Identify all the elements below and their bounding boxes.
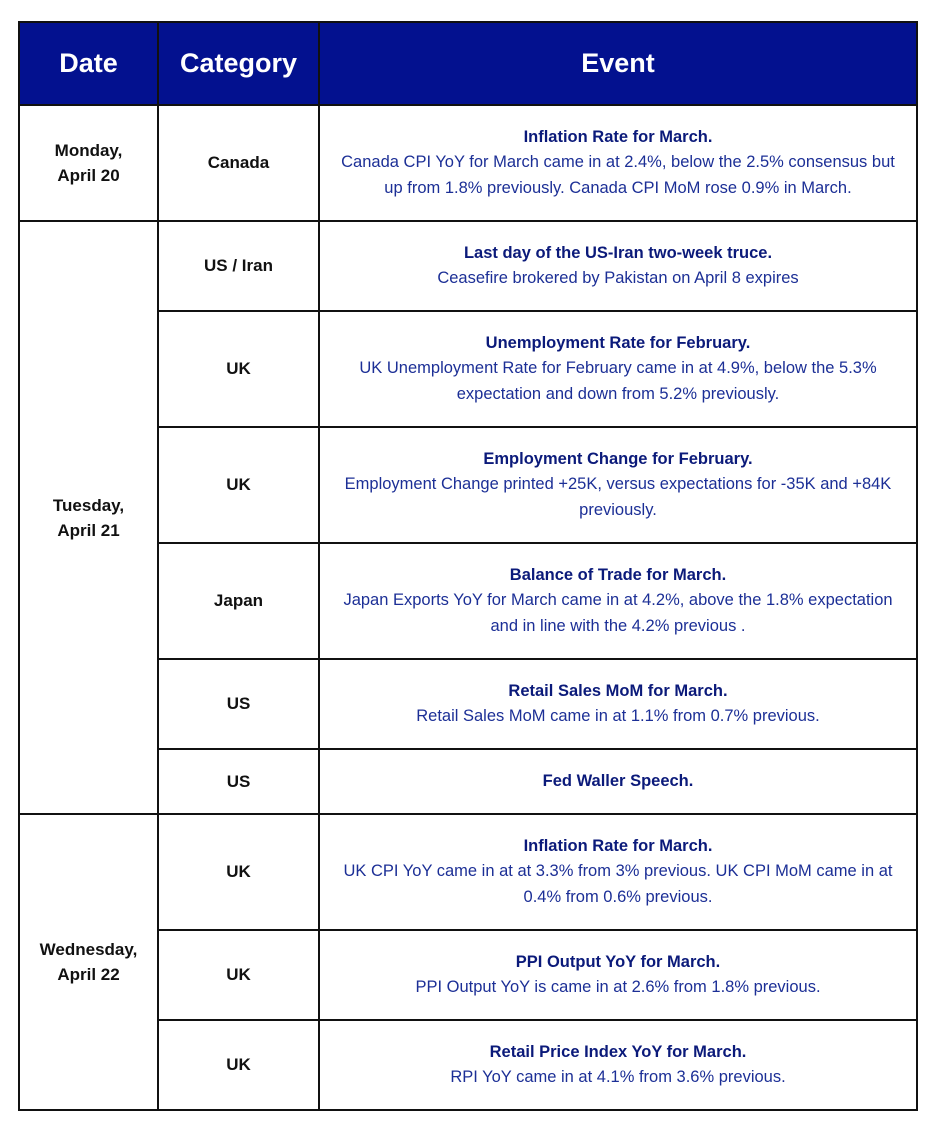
date-cell-wednesday: [19, 814, 158, 1110]
event-cell: [319, 1020, 917, 1110]
table-header-row: [19, 22, 917, 105]
date-cell-monday: [19, 105, 158, 221]
category-cell: UK: [158, 1020, 319, 1110]
event-cell: [319, 105, 917, 221]
event-description: UK CPI YoY came in at at 3.3% from 3% previous. UK CPI MoM came in at 0.4% from 0.6% previous.: [343, 862, 893, 906]
table-row: [19, 814, 917, 930]
category-cell: US / Iran: [158, 221, 319, 311]
event-cell: [319, 930, 917, 1020]
category-cell: US: [158, 659, 319, 749]
date-weekday: Monday,: [54, 141, 123, 160]
date-cell-tuesday: [19, 221, 158, 814]
category-cell: Japan: [158, 543, 319, 659]
category-cell: UK: [158, 427, 319, 543]
event-title: Retail Price Index YoY for March.: [489, 1042, 747, 1061]
date-day: April 20: [57, 166, 120, 185]
event-description: Japan Exports YoY for March came in at 4.2%, above the 1.8% expectation and in line with the 4.2% previous .: [343, 591, 893, 635]
event-title: PPI Output YoY for March.: [515, 952, 721, 971]
event-description: PPI Output YoY is came in at 2.6% from 1.8% previous.: [415, 978, 821, 996]
event-title: Employment Change for February.: [483, 449, 753, 468]
event-description: UK Unemployment Rate for February came in at 4.9%, below the 5.3% expectation and down from 5.2% previously.: [359, 359, 877, 403]
event-title: Inflation Rate for March.: [523, 836, 713, 855]
date-day: April 22: [57, 965, 120, 984]
date-weekday: Wednesday,: [39, 940, 138, 959]
event-description: RPI YoY came in at 4.1% from 3.6% previous.: [450, 1068, 786, 1086]
event-description: Ceasefire brokered by Pakistan on April 8 expires: [437, 269, 799, 287]
event-title: Balance of Trade for March.: [509, 565, 727, 584]
event-description: Canada CPI YoY for March came in at 2.4%, below the 2.5% consensus but up from 1.8% previously. Canada CPI MoM rose 0.9% in March.: [341, 153, 895, 197]
date-day: April 21: [57, 520, 120, 540]
economic-calendar-table: [18, 21, 918, 1111]
event-cell: [319, 427, 917, 543]
event-description: Retail Sales MoM came in at 1.1% from 0.7% previous.: [416, 707, 820, 725]
event-cell: [319, 221, 917, 311]
category-cell: UK: [158, 930, 319, 1020]
event-cell: [319, 814, 917, 930]
event-title: Unemployment Rate for February.: [485, 333, 751, 352]
category-cell: Canada: [158, 105, 319, 221]
event-cell: [319, 659, 917, 749]
date-column-header: Date: [19, 22, 158, 105]
date-weekday: Tuesday,: [52, 495, 125, 515]
category-cell: US: [158, 749, 319, 814]
table-row: [19, 105, 917, 221]
event-title: Last day of the US-Iran two-week truce.: [463, 243, 773, 262]
event-column-header: Event: [319, 22, 917, 105]
category-cell: UK: [158, 814, 319, 930]
category-cell: UK: [158, 311, 319, 427]
event-title: Retail Sales MoM for March.: [508, 681, 728, 700]
table-row: [19, 221, 917, 311]
event-cell: [319, 311, 917, 427]
event-title: Inflation Rate for March.: [523, 127, 713, 146]
category-column-header: Category: [158, 22, 319, 105]
event-description: Employment Change printed +25K, versus expectations for -35K and +84K previously.: [344, 475, 892, 519]
event-title: Fed Waller Speech.: [542, 771, 694, 790]
event-cell: [319, 749, 917, 814]
event-cell: [319, 543, 917, 659]
